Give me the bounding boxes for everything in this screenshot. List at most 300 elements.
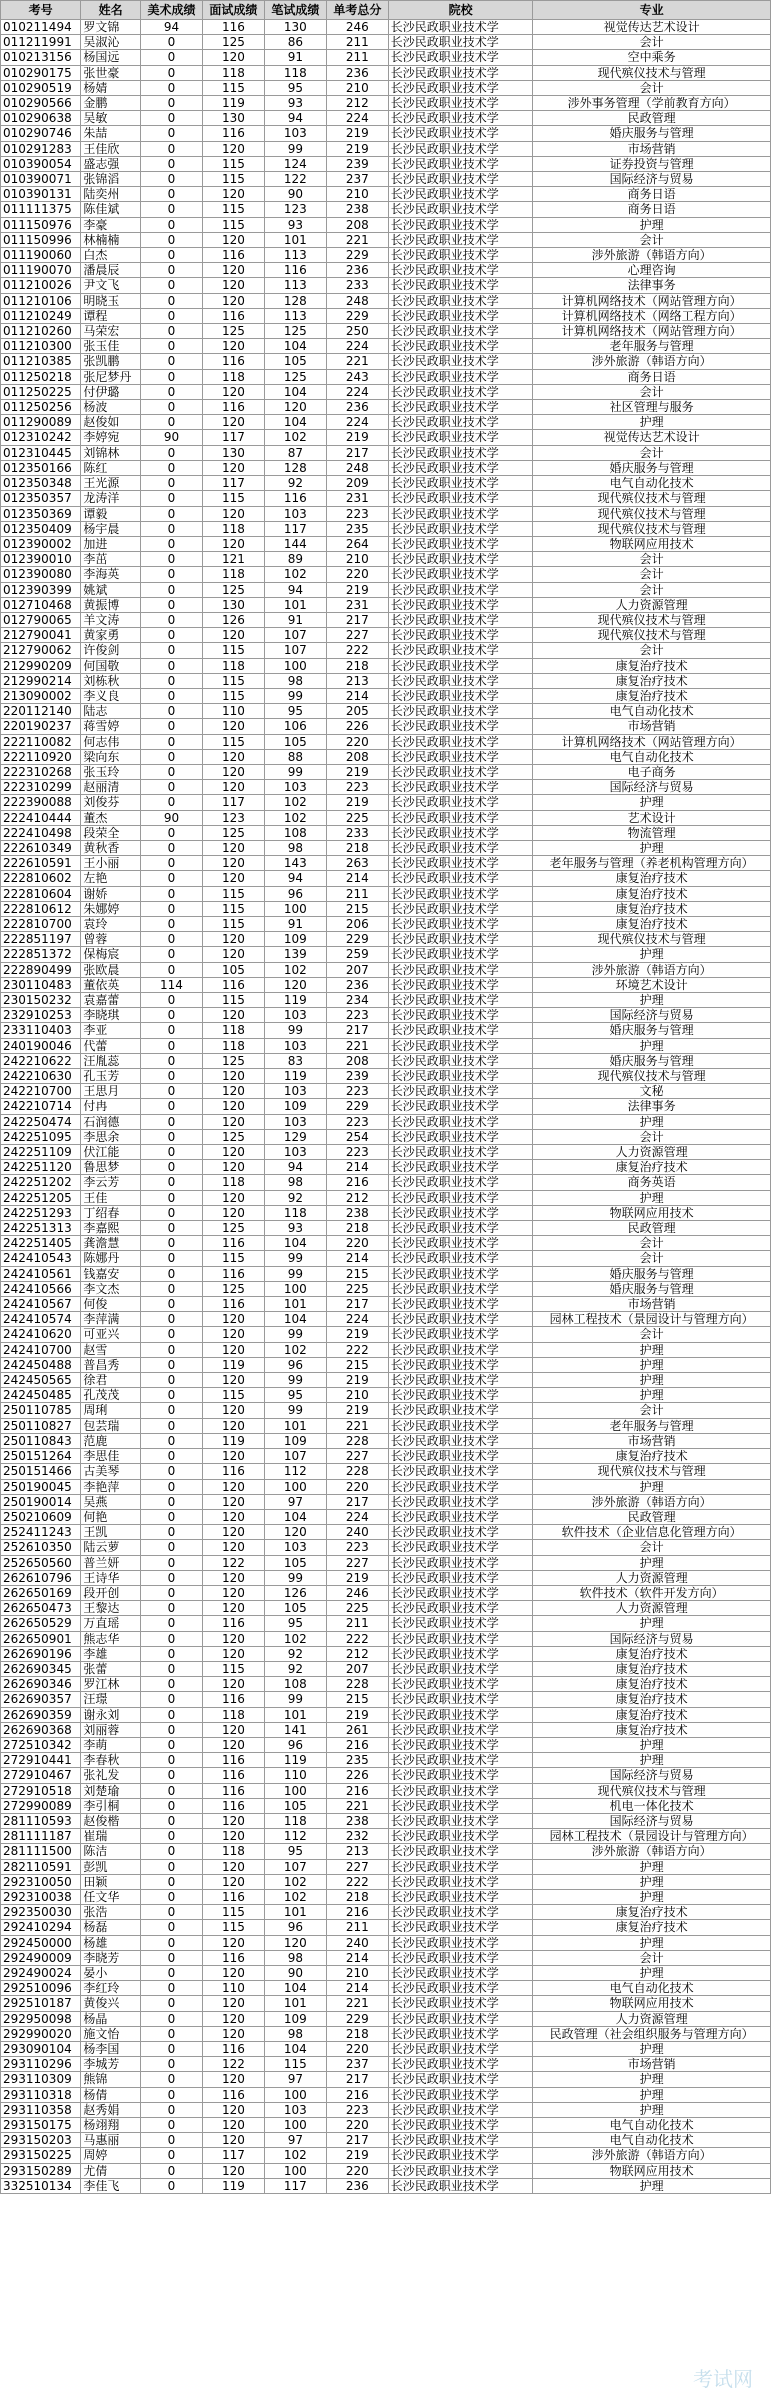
cell-exam-id: 293110318 — [1, 2087, 81, 2102]
cell-written-score: 117 — [264, 521, 326, 536]
cell-major: 民政管理 — [533, 1509, 771, 1524]
cell-exam-id: 272910441 — [1, 1753, 81, 1768]
cell-exam-id: 262690368 — [1, 1722, 81, 1737]
cell-total-score: 215 — [326, 901, 388, 916]
cell-art-score: 0 — [140, 643, 202, 658]
cell-school: 长沙民政职业技术学 — [388, 232, 533, 247]
cell-exam-id: 242210714 — [1, 1099, 81, 1114]
cell-school: 长沙民政职业技术学 — [388, 187, 533, 202]
cell-exam-id: 282110591 — [1, 1859, 81, 1874]
cell-school: 长沙民政职业技术学 — [388, 400, 533, 415]
cell-written-score: 103 — [264, 1145, 326, 1160]
cell-exam-id: 242410567 — [1, 1297, 81, 1312]
cell-interview-score: 120 — [202, 278, 264, 293]
cell-exam-id: 012350369 — [1, 506, 81, 521]
cell-name: 汪璟 — [81, 1692, 141, 1707]
cell-total-score: 219 — [326, 1327, 388, 1342]
cell-art-score: 0 — [140, 1570, 202, 1585]
cell-name: 黄俊兴 — [81, 1996, 141, 2011]
cell-art-score: 0 — [140, 1935, 202, 1950]
cell-school: 长沙民政职业技术学 — [388, 1357, 533, 1372]
cell-total-score: 223 — [326, 780, 388, 795]
cell-school: 长沙民政职业技术学 — [388, 1084, 533, 1099]
cell-name: 白杰 — [81, 248, 141, 263]
cell-total-score: 219 — [326, 2148, 388, 2163]
cell-school: 长沙民政职业技术学 — [388, 1494, 533, 1509]
cell-interview-score: 115 — [202, 643, 264, 658]
cell-exam-id: 250190014 — [1, 1494, 81, 1509]
cell-written-score: 101 — [264, 232, 326, 247]
cell-name: 周婷 — [81, 2148, 141, 2163]
cell-written-score: 99 — [264, 688, 326, 703]
cell-exam-id: 012390010 — [1, 552, 81, 567]
cell-art-score: 0 — [140, 795, 202, 810]
cell-interview-score: 116 — [202, 1783, 264, 1798]
cell-exam-id: 222810612 — [1, 901, 81, 916]
cell-interview-score: 120 — [202, 1813, 264, 1828]
cell-interview-score: 120 — [202, 1874, 264, 1889]
cell-written-score: 118 — [264, 65, 326, 80]
cell-interview-score: 120 — [202, 2072, 264, 2087]
table-row — [1, 688, 771, 703]
cell-name: 王小丽 — [81, 856, 141, 871]
cell-interview-score: 125 — [202, 35, 264, 50]
table-row — [1, 1889, 771, 1904]
cell-written-score: 112 — [264, 1464, 326, 1479]
cell-interview-score: 120 — [202, 1145, 264, 1160]
table-row — [1, 1388, 771, 1403]
cell-written-score: 91 — [264, 916, 326, 931]
cell-name: 蒋雪婷 — [81, 719, 141, 734]
cell-exam-id: 262690196 — [1, 1646, 81, 1661]
cell-exam-id: 250110827 — [1, 1418, 81, 1433]
cell-written-score: 122 — [264, 172, 326, 187]
cell-exam-id: 212790041 — [1, 628, 81, 643]
cell-name: 张欧晨 — [81, 962, 141, 977]
cell-exam-id: 232910253 — [1, 1008, 81, 1023]
cell-written-score: 100 — [264, 2118, 326, 2133]
cell-school: 长沙民政职业技术学 — [388, 339, 533, 354]
cell-art-score: 0 — [140, 1813, 202, 1828]
cell-school: 长沙民政职业技术学 — [388, 96, 533, 111]
cell-interview-score: 117 — [202, 430, 264, 445]
cell-exam-id: 262690359 — [1, 1707, 81, 1722]
cell-interview-score: 125 — [202, 1281, 264, 1296]
cell-total-score: 211 — [326, 35, 388, 50]
cell-art-score: 0 — [140, 780, 202, 795]
cell-written-score: 109 — [264, 932, 326, 947]
table-row — [1, 415, 771, 430]
cell-exam-id: 250190045 — [1, 1479, 81, 1494]
table-row — [1, 1601, 771, 1616]
cell-exam-id: 332510134 — [1, 2178, 81, 2193]
table-row — [1, 1540, 771, 1555]
table-row — [1, 354, 771, 369]
cell-total-score: 219 — [326, 1403, 388, 1418]
cell-name: 左艳 — [81, 871, 141, 886]
cell-name: 崔瑞 — [81, 1829, 141, 1844]
cell-art-score: 0 — [140, 263, 202, 278]
cell-art-score: 0 — [140, 35, 202, 50]
cell-school: 长沙民政职业技术学 — [388, 111, 533, 126]
cell-total-score: 212 — [326, 96, 388, 111]
cell-name: 何俊 — [81, 1297, 141, 1312]
cell-exam-id: 242210700 — [1, 1084, 81, 1099]
table-row — [1, 400, 771, 415]
cell-name: 丁绍春 — [81, 1205, 141, 1220]
cell-major: 康复治疗技术 — [533, 1449, 771, 1464]
cell-written-score: 112 — [264, 1829, 326, 1844]
cell-art-score: 0 — [140, 1069, 202, 1084]
cell-major: 会计 — [533, 35, 771, 50]
cell-interview-score: 116 — [202, 2042, 264, 2057]
cell-total-score: 226 — [326, 719, 388, 734]
cell-art-score: 0 — [140, 1844, 202, 1859]
cell-written-score: 125 — [264, 369, 326, 384]
cell-interview-score: 110 — [202, 1981, 264, 1996]
cell-major: 心理咨询 — [533, 263, 771, 278]
cell-total-score: 219 — [326, 582, 388, 597]
cell-art-score: 0 — [140, 50, 202, 65]
cell-major: 护理 — [533, 1966, 771, 1981]
cell-art-score: 0 — [140, 1266, 202, 1281]
cell-total-score: 217 — [326, 445, 388, 460]
cell-exam-id: 011250218 — [1, 369, 81, 384]
cell-name: 可亚兴 — [81, 1327, 141, 1342]
cell-exam-id: 293150175 — [1, 2118, 81, 2133]
cell-written-score: 107 — [264, 1449, 326, 1464]
cell-name: 钱嘉安 — [81, 1266, 141, 1281]
cell-interview-score: 116 — [202, 20, 264, 35]
cell-interview-score: 115 — [202, 1920, 264, 1935]
cell-interview-score: 120 — [202, 339, 264, 354]
cell-major: 法律事务 — [533, 1099, 771, 1114]
cell-interview-score: 120 — [202, 1677, 264, 1692]
cell-school: 长沙民政职业技术学 — [388, 506, 533, 521]
cell-interview-score: 118 — [202, 65, 264, 80]
cell-interview-score: 120 — [202, 932, 264, 947]
cell-name: 李海英 — [81, 567, 141, 582]
cell-total-score: 210 — [326, 1388, 388, 1403]
cell-interview-score: 105 — [202, 962, 264, 977]
table-row — [1, 1935, 771, 1950]
cell-school: 长沙民政职业技术学 — [388, 1433, 533, 1448]
table-row — [1, 1844, 771, 1859]
cell-interview-score: 119 — [202, 2178, 264, 2193]
cell-school: 长沙民政职业技术学 — [388, 415, 533, 430]
table-row — [1, 856, 771, 871]
cell-total-score: 263 — [326, 856, 388, 871]
table-row — [1, 2087, 771, 2102]
cell-interview-score: 115 — [202, 1388, 264, 1403]
cell-major: 电气自动化技术 — [533, 749, 771, 764]
cell-written-score: 100 — [264, 2087, 326, 2102]
cell-exam-id: 252411243 — [1, 1525, 81, 1540]
cell-interview-score: 120 — [202, 1646, 264, 1661]
cell-exam-id: 222890499 — [1, 962, 81, 977]
cell-school: 长沙民政职业技术学 — [388, 1388, 533, 1403]
cell-name: 张尼梦丹 — [81, 369, 141, 384]
cell-school: 长沙民政职业技术学 — [388, 156, 533, 171]
cell-major: 婚庆服务与管理 — [533, 1266, 771, 1281]
cell-interview-score: 120 — [202, 232, 264, 247]
cell-written-score: 104 — [264, 1509, 326, 1524]
cell-interview-score: 120 — [202, 1509, 264, 1524]
cell-exam-id: 220190237 — [1, 719, 81, 734]
cell-major: 会计 — [533, 1950, 771, 1965]
cell-major: 护理 — [533, 1190, 771, 1205]
col-art-score-header: 美术成绩 — [140, 1, 202, 20]
cell-art-score: 0 — [140, 673, 202, 688]
cell-written-score: 99 — [264, 1266, 326, 1281]
cell-total-score: 210 — [326, 80, 388, 95]
cell-school: 长沙民政职业技术学 — [388, 35, 533, 50]
table-row — [1, 1464, 771, 1479]
cell-major: 民政管理 — [533, 111, 771, 126]
cell-school: 长沙民政职业技术学 — [388, 658, 533, 673]
cell-total-score: 224 — [326, 1509, 388, 1524]
cell-art-score: 0 — [140, 476, 202, 491]
cell-total-score: 217 — [326, 2133, 388, 2148]
cell-major: 康复治疗技术 — [533, 673, 771, 688]
cell-interview-score: 116 — [202, 1889, 264, 1904]
cell-exam-id: 222310299 — [1, 780, 81, 795]
cell-name: 杨国远 — [81, 50, 141, 65]
cell-interview-score: 117 — [202, 795, 264, 810]
cell-interview-score: 125 — [202, 825, 264, 840]
cell-art-score: 0 — [140, 1281, 202, 1296]
cell-art-score: 0 — [140, 1464, 202, 1479]
table-row — [1, 810, 771, 825]
cell-exam-id: 011210300 — [1, 339, 81, 354]
table-row — [1, 795, 771, 810]
cell-name: 杨婧 — [81, 80, 141, 95]
cell-written-score: 118 — [264, 1813, 326, 1828]
table-row — [1, 1053, 771, 1068]
cell-name: 谢永刘 — [81, 1707, 141, 1722]
cell-major: 空中乘务 — [533, 50, 771, 65]
cell-art-score: 0 — [140, 1038, 202, 1053]
cell-name: 明晓玉 — [81, 293, 141, 308]
cell-name: 罗江林 — [81, 1677, 141, 1692]
cell-name: 田颖 — [81, 1874, 141, 1889]
cell-major: 现代殡仪技术与管理 — [533, 1464, 771, 1479]
table-row — [1, 749, 771, 764]
cell-exam-id: 011211991 — [1, 35, 81, 50]
cell-exam-id: 262650529 — [1, 1616, 81, 1631]
table-row — [1, 1768, 771, 1783]
cell-school: 长沙民政职业技术学 — [388, 1920, 533, 1935]
cell-total-score: 208 — [326, 749, 388, 764]
cell-major: 现代殡仪技术与管理 — [533, 1783, 771, 1798]
cell-written-score: 95 — [264, 1388, 326, 1403]
cell-name: 段荣全 — [81, 825, 141, 840]
cell-interview-score: 120 — [202, 1373, 264, 1388]
cell-art-score: 90 — [140, 430, 202, 445]
cell-total-score: 218 — [326, 1221, 388, 1236]
cell-exam-id: 011210026 — [1, 278, 81, 293]
cell-name: 陆奕州 — [81, 187, 141, 202]
cell-school: 长沙民政职业技术学 — [388, 50, 533, 65]
cell-interview-score: 120 — [202, 1160, 264, 1175]
table-body — [1, 20, 771, 2194]
cell-art-score: 0 — [140, 840, 202, 855]
cell-school: 长沙民政职业技术学 — [388, 1038, 533, 1053]
cell-school: 长沙民政职业技术学 — [388, 1798, 533, 1813]
cell-major: 电气自动化技术 — [533, 476, 771, 491]
table-row — [1, 1813, 771, 1828]
cell-school: 长沙民政职业技术学 — [388, 2148, 533, 2163]
cell-art-score: 0 — [140, 1160, 202, 1175]
cell-total-score: 205 — [326, 704, 388, 719]
table-row — [1, 1661, 771, 1676]
cell-school: 长沙民政职业技术学 — [388, 1464, 533, 1479]
cell-exam-id: 011111375 — [1, 202, 81, 217]
cell-school: 长沙民政职业技术学 — [388, 764, 533, 779]
cell-total-score: 208 — [326, 217, 388, 232]
cell-major: 物联网应用技术 — [533, 2163, 771, 2178]
cell-art-score: 0 — [140, 1585, 202, 1600]
cell-exam-id: 281111187 — [1, 1829, 81, 1844]
cell-total-score: 229 — [326, 1099, 388, 1114]
table-row — [1, 643, 771, 658]
cell-school: 长沙民政职业技术学 — [388, 673, 533, 688]
table-row — [1, 901, 771, 916]
cell-art-score: 0 — [140, 658, 202, 673]
cell-interview-score: 118 — [202, 521, 264, 536]
cell-total-score: 210 — [326, 187, 388, 202]
cell-name: 吴敏 — [81, 111, 141, 126]
cell-name: 杨李国 — [81, 2042, 141, 2057]
cell-interview-score: 120 — [202, 1114, 264, 1129]
table-row — [1, 217, 771, 232]
cell-total-score: 224 — [326, 415, 388, 430]
cell-exam-id: 012310242 — [1, 430, 81, 445]
cell-school: 长沙民政职业技术学 — [388, 1053, 533, 1068]
cell-art-score: 0 — [140, 1646, 202, 1661]
table-row — [1, 1692, 771, 1707]
cell-total-score: 238 — [326, 1205, 388, 1220]
col-school-header: 院校 — [388, 1, 533, 20]
table-row — [1, 80, 771, 95]
cell-interview-score: 120 — [202, 1540, 264, 1555]
cell-major: 护理 — [533, 415, 771, 430]
table-row — [1, 1479, 771, 1494]
cell-total-score: 234 — [326, 993, 388, 1008]
cell-school: 长沙民政职业技术学 — [388, 1631, 533, 1646]
cell-school: 长沙民政职业技术学 — [388, 1722, 533, 1737]
cell-interview-score: 120 — [202, 1570, 264, 1585]
cell-major: 会计 — [533, 384, 771, 399]
cell-name: 熊志华 — [81, 1631, 141, 1646]
cell-written-score: 96 — [264, 886, 326, 901]
cell-interview-score: 120 — [202, 1205, 264, 1220]
cell-school: 长沙民政职业技术学 — [388, 567, 533, 582]
cell-art-score: 0 — [140, 2011, 202, 2026]
cell-written-score: 118 — [264, 1205, 326, 1220]
cell-school: 长沙民政职业技术学 — [388, 1813, 533, 1828]
cell-major: 民政管理（社会组织服务与管理方向） — [533, 2026, 771, 2041]
cell-school: 长沙民政职业技术学 — [388, 2011, 533, 2026]
table-row — [1, 1008, 771, 1023]
cell-written-score: 99 — [264, 1327, 326, 1342]
cell-major: 护理 — [533, 1555, 771, 1570]
cell-art-score: 0 — [140, 1798, 202, 1813]
cell-total-score: 229 — [326, 248, 388, 263]
cell-exam-id: 292490024 — [1, 1966, 81, 1981]
cell-total-score: 219 — [326, 1373, 388, 1388]
cell-exam-id: 222390088 — [1, 795, 81, 810]
table-row — [1, 628, 771, 643]
table-row — [1, 1221, 771, 1236]
cell-major: 人力资源管理 — [533, 597, 771, 612]
cell-school: 长沙民政职业技术学 — [388, 384, 533, 399]
cell-written-score: 87 — [264, 445, 326, 460]
header-row — [1, 1, 771, 20]
cell-art-score: 0 — [140, 764, 202, 779]
cell-total-score: 214 — [326, 688, 388, 703]
cell-art-score: 0 — [140, 1388, 202, 1403]
cell-written-score: 94 — [264, 111, 326, 126]
cell-exam-id: 242410700 — [1, 1342, 81, 1357]
cell-written-score: 120 — [264, 1935, 326, 1950]
table-row — [1, 567, 771, 582]
cell-name: 马惠丽 — [81, 2133, 141, 2148]
cell-total-score: 211 — [326, 1616, 388, 1631]
table-row — [1, 172, 771, 187]
table-row — [1, 734, 771, 749]
cell-interview-score: 120 — [202, 1190, 264, 1205]
cell-written-score: 99 — [264, 1373, 326, 1388]
cell-total-score: 227 — [326, 1859, 388, 1874]
cell-major: 护理 — [533, 1342, 771, 1357]
cell-interview-score: 120 — [202, 871, 264, 886]
cell-major: 老年服务与管理（养老机构管理方向） — [533, 856, 771, 871]
cell-interview-score: 120 — [202, 1449, 264, 1464]
cell-art-score: 0 — [140, 521, 202, 536]
cell-school: 长沙民政职业技术学 — [388, 2026, 533, 2041]
cell-exam-id: 010390054 — [1, 156, 81, 171]
cell-written-score: 109 — [264, 2011, 326, 2026]
cell-major: 康复治疗技术 — [533, 1920, 771, 1935]
cell-exam-id: 222610349 — [1, 840, 81, 855]
cell-interview-score: 120 — [202, 1829, 264, 1844]
cell-name: 付冉 — [81, 1099, 141, 1114]
table-row — [1, 156, 771, 171]
cell-exam-id: 222310268 — [1, 764, 81, 779]
cell-school: 长沙民政职业技术学 — [388, 476, 533, 491]
cell-school: 长沙民政职业技术学 — [388, 1190, 533, 1205]
cell-name: 李萌 — [81, 1737, 141, 1752]
cell-school: 长沙民政职业技术学 — [388, 1251, 533, 1266]
cell-art-score: 0 — [140, 1631, 202, 1646]
cell-major: 会计 — [533, 1403, 771, 1418]
cell-major: 园林工程技术（景园设计与管理方向） — [533, 1312, 771, 1327]
cell-total-score: 222 — [326, 643, 388, 658]
cell-name: 鲁思梦 — [81, 1160, 141, 1175]
cell-major: 计算机网络技术（网站管理方向） — [533, 324, 771, 339]
cell-major: 现代殡仪技术与管理 — [533, 491, 771, 506]
table-row — [1, 886, 771, 901]
cell-written-score: 103 — [264, 1038, 326, 1053]
table-row — [1, 2148, 771, 2163]
cell-exam-id: 262690357 — [1, 1692, 81, 1707]
cell-interview-score: 116 — [202, 1297, 264, 1312]
cell-written-score: 126 — [264, 1585, 326, 1600]
cell-interview-score: 116 — [202, 354, 264, 369]
cell-art-score: 0 — [140, 734, 202, 749]
cell-written-score: 123 — [264, 202, 326, 217]
